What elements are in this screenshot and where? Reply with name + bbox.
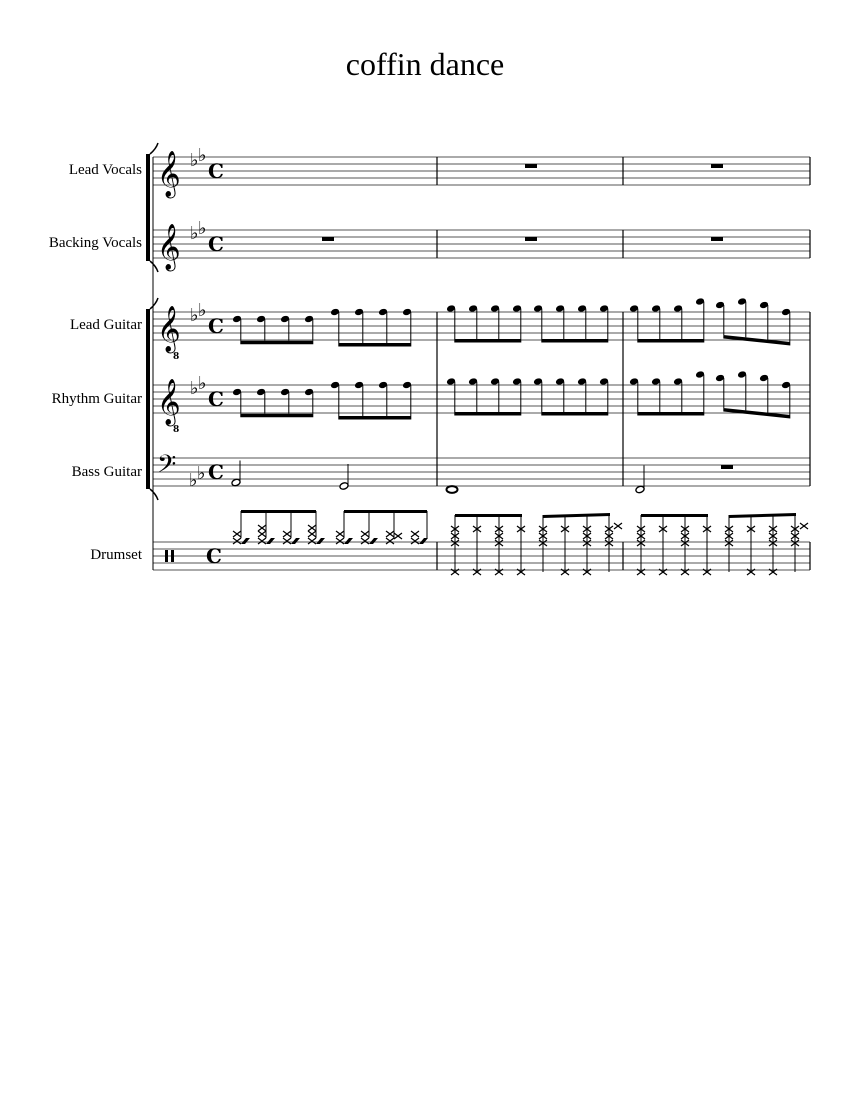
- staff-label-backing-vocals: Backing Vocals: [48, 235, 142, 251]
- common-time-icon: C: [208, 314, 224, 338]
- common-time-icon: C: [208, 159, 224, 183]
- beam: [541, 339, 608, 343]
- flat-icon: ♭: [198, 300, 207, 321]
- whole-note: [447, 486, 458, 493]
- flat-icon: ♭: [190, 223, 199, 244]
- common-time-icon: C: [206, 544, 222, 568]
- flat-icon: ♭: [198, 145, 207, 166]
- flat-icon: ♭: [198, 218, 207, 239]
- whole-rest-icon: [721, 465, 733, 469]
- beam: [344, 510, 427, 513]
- flat-icon: ♭: [190, 305, 199, 326]
- snare-slash-notehead: [344, 538, 353, 544]
- snare-slash-notehead: [266, 538, 275, 544]
- whole-rest-icon: [322, 237, 334, 241]
- beam: [641, 514, 708, 517]
- beam: [729, 513, 796, 518]
- beam: [240, 414, 313, 418]
- beam: [543, 513, 610, 518]
- half-note: [231, 478, 241, 487]
- octave-8-marker: 8: [173, 352, 180, 362]
- treble-clef-icon: 𝄞: [157, 151, 181, 197]
- beam: [338, 416, 411, 420]
- beam: [637, 412, 704, 416]
- flat-icon: ♭: [189, 470, 198, 491]
- bass-clef-icon: 𝄢: [157, 450, 177, 485]
- staff-label-lead-guitar: Lead Guitar: [69, 317, 142, 333]
- flat-icon: ♭: [190, 150, 199, 171]
- half-note: [339, 482, 349, 491]
- beam: [454, 412, 521, 416]
- flat-icon: ♭: [190, 378, 199, 399]
- snare-slash-notehead: [241, 538, 250, 544]
- beam: [637, 339, 704, 343]
- beam: [541, 412, 608, 416]
- snare-slash-notehead: [291, 538, 300, 544]
- score-title: coffin dance: [345, 46, 505, 82]
- flat-icon: ♭: [198, 373, 207, 394]
- guitars-bracket: [146, 309, 150, 489]
- whole-rest-icon: [711, 237, 723, 241]
- staff-label-rhythm-guitar: Rhythm Guitar: [51, 391, 142, 407]
- vocals-bracket: [146, 154, 150, 261]
- whole-rest-icon: [711, 164, 723, 168]
- flat-icon: ♭: [197, 463, 206, 484]
- snare-slash-notehead: [369, 538, 378, 544]
- staff-label-drumset: Drumset: [90, 547, 142, 563]
- snare-slash-notehead: [316, 538, 325, 544]
- percussion-clef-icon: [165, 550, 168, 562]
- treble-clef-icon: 𝄞: [157, 306, 181, 352]
- beam: [338, 343, 411, 347]
- common-time-icon: C: [208, 460, 224, 484]
- percussion-clef-icon: [171, 550, 174, 562]
- whole-rest-icon: [525, 164, 537, 168]
- guitars-bracket-bottom: [150, 489, 158, 500]
- whole-rest-icon: [525, 237, 537, 241]
- common-time-icon: C: [208, 232, 224, 256]
- half-note: [635, 485, 645, 494]
- staff-label-bass-guitar: Bass Guitar: [71, 464, 142, 480]
- beam: [240, 341, 313, 345]
- beam: [455, 514, 522, 517]
- octave-8-marker: 8: [173, 425, 180, 435]
- treble-clef-icon: 𝄞: [157, 224, 181, 270]
- snare-slash-notehead: [419, 538, 428, 544]
- beam: [454, 339, 521, 343]
- beam: [241, 510, 316, 513]
- common-time-icon: C: [208, 387, 224, 411]
- staff-label-lead-vocals: Lead Vocals: [68, 162, 142, 178]
- treble-clef-icon: 𝄞: [157, 379, 181, 425]
